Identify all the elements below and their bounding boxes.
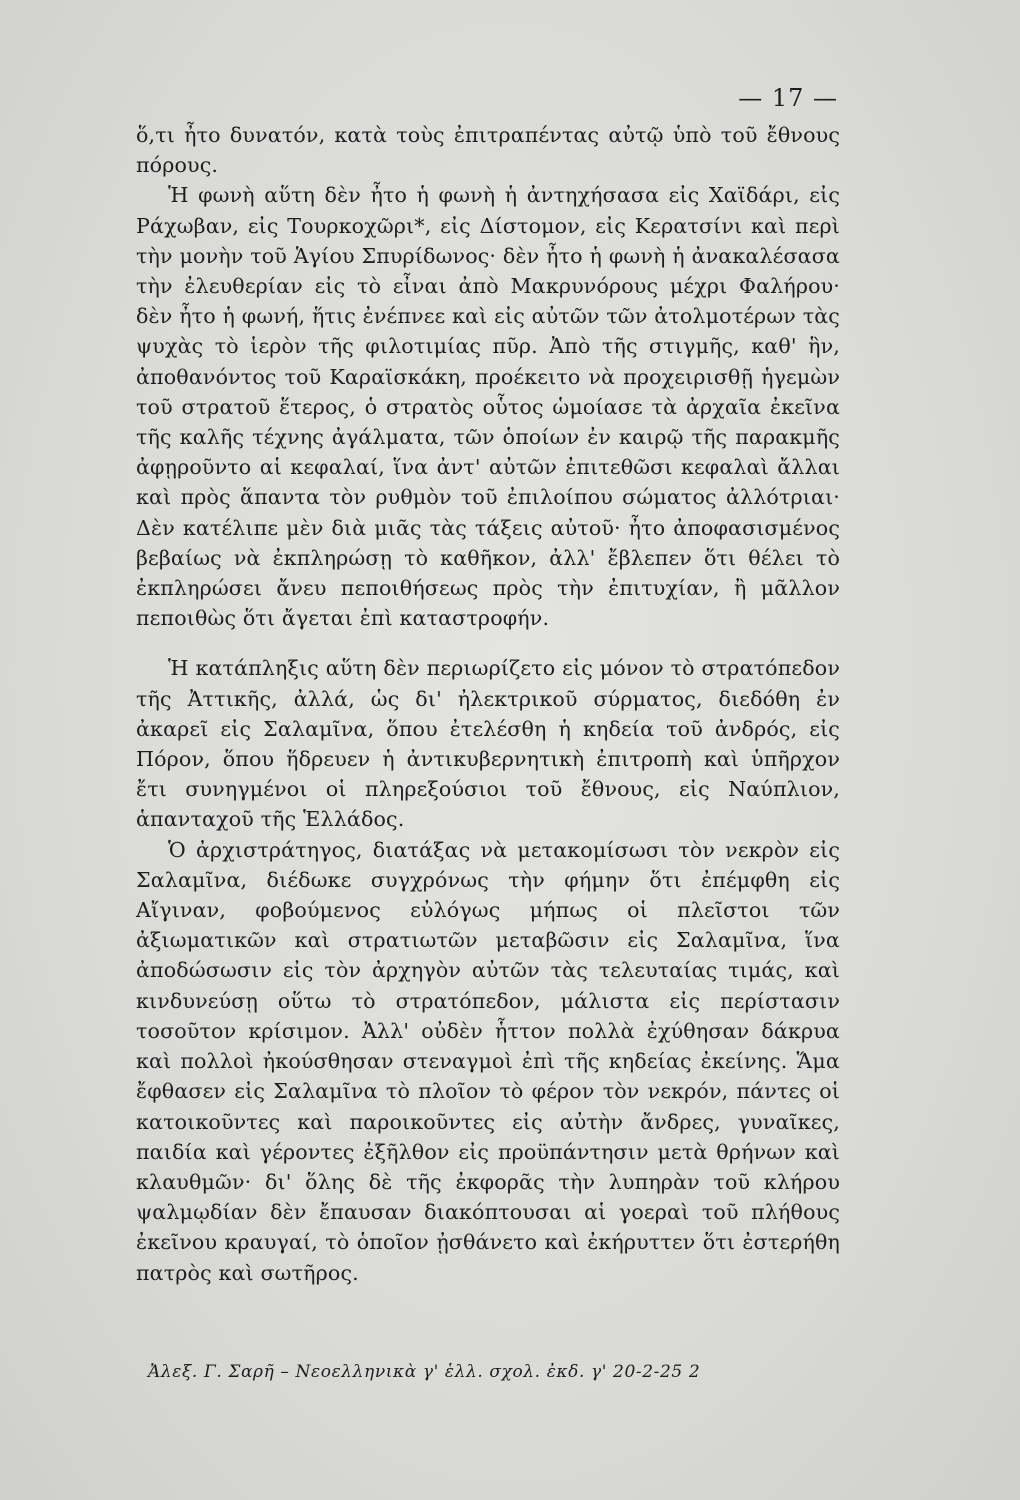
page-number: — 17 — [738,84,838,112]
paragraph-funeral: Ὁ ἀρχιστράτηγος, διατάξας νὰ μετακομίσωσι τὸν νεκρὸν εἰς Σαλαμῖνα, διέδωκε συγχρόνως τὴν φήμην ὅτι ἐπέμφθη εἰς Αἴγιναν, φοβούμενος εὐλόγως μήπως οἱ πλεῖστοι τῶν ἀξιωματικῶν καὶ στρατιωτῶν μεταβῶσιν εἰς Σαλαμῖνα, ἵνα ἀποδώσωσιν εἰς τὸν ἀρχηγὸν αὐτῶν τὰς τελευταίας τιμάς, καὶ κινδυνεύσῃ οὕτω τὸ στρατόπεδον, μάλιστα εἰς περίστασιν τοσοῦτον κρίσιμον. Ἀλλ' οὐδὲν ἧττον πολλὰ ἐχύθησαν δάκρυα καὶ πολλοὶ ἠκούσθησαν στεναγμοὶ ἐπὶ τῆς κηδείας ἐκείνης. Ἅμα ἔφθασεν εἰς Σαλαμῖνα τὸ πλοῖον τὸ φέρον τὸν νεκρόν, πάντες οἱ κατοικοῦντες καὶ παροικοῦντες εἰς αὐτὴν ἄνδρες, γυναῖκες, παιδία καὶ γέροντες ἐξῆλθον εἰς προϋπάντησιν μετὰ θρήνων καὶ κλαυθμῶν· δι' ὅλης δὲ τῆς ἐκφορᾶς τὴν λυπηρὰν τοῦ κλήρου ψαλμῳδίαν δὲν ἔπαυσαν διακόπτουσαι αἱ γοεραὶ τοῦ πλήθους ἐκεῖνου κραυγαί, τὸ ὁποῖον ᾐσθάνετο καὶ ἐκήρυττεν ὅτι ἐστερήθη πατρὸς καὶ σωτῆρος. [136,837,840,1285]
body-text [136,120,840,1288]
paragraph-voice: Ἡ φωνὴ αὕτη δὲν ἦτο ἡ φωνὴ ἡ ἀντηχήσασα εἰς Χαϊδάρι, εἰς Ράχωβαν, εἰς Τουρκοχῶρι*, εἰς Δίστομον, εἰς Κερατσίνι καὶ περὶ τὴν μονὴν τοῦ Ἁγίου Σπυρίδωνος· δὲν ἦτο ἡ φωνὴ ἡ ἀνακαλέσασα τὴν ἐλευθερίαν εἰς τὸ εἶναι ἀπὸ Μακρυνόρους μέχρι Φαλήρου· δὲν ἦτο ἡ φωνή, ἥτις ἐνέπνεε καὶ εἰς αὐτῶν τῶν ἀτολμοτέρων τὰς ψυχὰς τὸ ἱερὸν τῆς φιλοτιμίας πῦρ. Ἀπὸ τῆς στιγμῆς, καθ' ἣν, ἀποθανόντος τοῦ Καραϊσκάκη, προέκειτο νὰ προχειρισθῇ ἡγεμὼν τοῦ στρατοῦ ἕτερος, ὁ στρατὸς οὗτος ὡμοίασε τὰ ἀρχαῖα ἐκεῖνα τῆς καλῆς τέχνης ἀγάλματα, τῶν ὁποίων ἐν καιρῷ τῆς παρακμῆς ἀφῃροῦντο αἱ κεφαλαί, ἵνα ἀντ' αὐτῶν ἐπιτεθῶσι κεφαλαὶ ἄλλαι καὶ πρὸς ἅπαντα τὸν ρυθμὸν τοῦ ἐπιλοίπου σώματος ἀλλότριαι· Δὲν κατέλιπε μὲν διὰ μιᾶς τὰς τάξεις αὐτοῦ· ἦτο ἀποφασισμένος βεβαίως νὰ ἐκπληρώσῃ τὸ καθῆκον, ἀλλ' ἔβλεπεν ὅτι θέλει τὸ ἐκπληρώσει ἄνευ πεποιθήσεως πρὸς τὴν ἐπιτυχίαν, ἢ μᾶλλον πεποιθὼς ὅτι ἄγεται ἐπὶ καταστροφήν. [136,183,840,631]
paragraph-continuation: ὅ,τι ἦτο δυνατόν, κατὰ τοὺς ἐπιτραπέντας αὐτῷ ὑπὸ τοῦ ἔθνους πόρους. [136,123,840,178]
printer-footer: Ἀλεξ. Γ. Σαρῆ – Νεοελληνικὰ γ' ἑλλ. σχολ. ἐκδ. γ' 20-2-25 2 [148,1362,701,1382]
paragraph-consternation: Ἡ κατάπληξις αὕτη δὲν περιωρίζετο εἰς μόνον τὸ στρατόπεδον τῆς Ἀττικῆς, ἀλλά, ὡς δι' ἠλεκτρικοῦ σύρματος, διεδόθη ἐν ἀκαρεῖ εἰς Σαλαμῖνα, ὅπου ἐτελέσθη ἡ κηδεία τοῦ ἀνδρός, εἰς Πόρον, ὅπου ἥδρευεν ἡ ἀντικυβερνητικὴ ἐπιτροπὴ καὶ ὑπῆρχον ἔτι συνηγμένοι οἱ πληρεξούσιοι τοῦ ἔθνους, εἰς Ναύπλιον, ἁπανταχοῦ τῆς Ἑλλάδος. [136,656,840,832]
